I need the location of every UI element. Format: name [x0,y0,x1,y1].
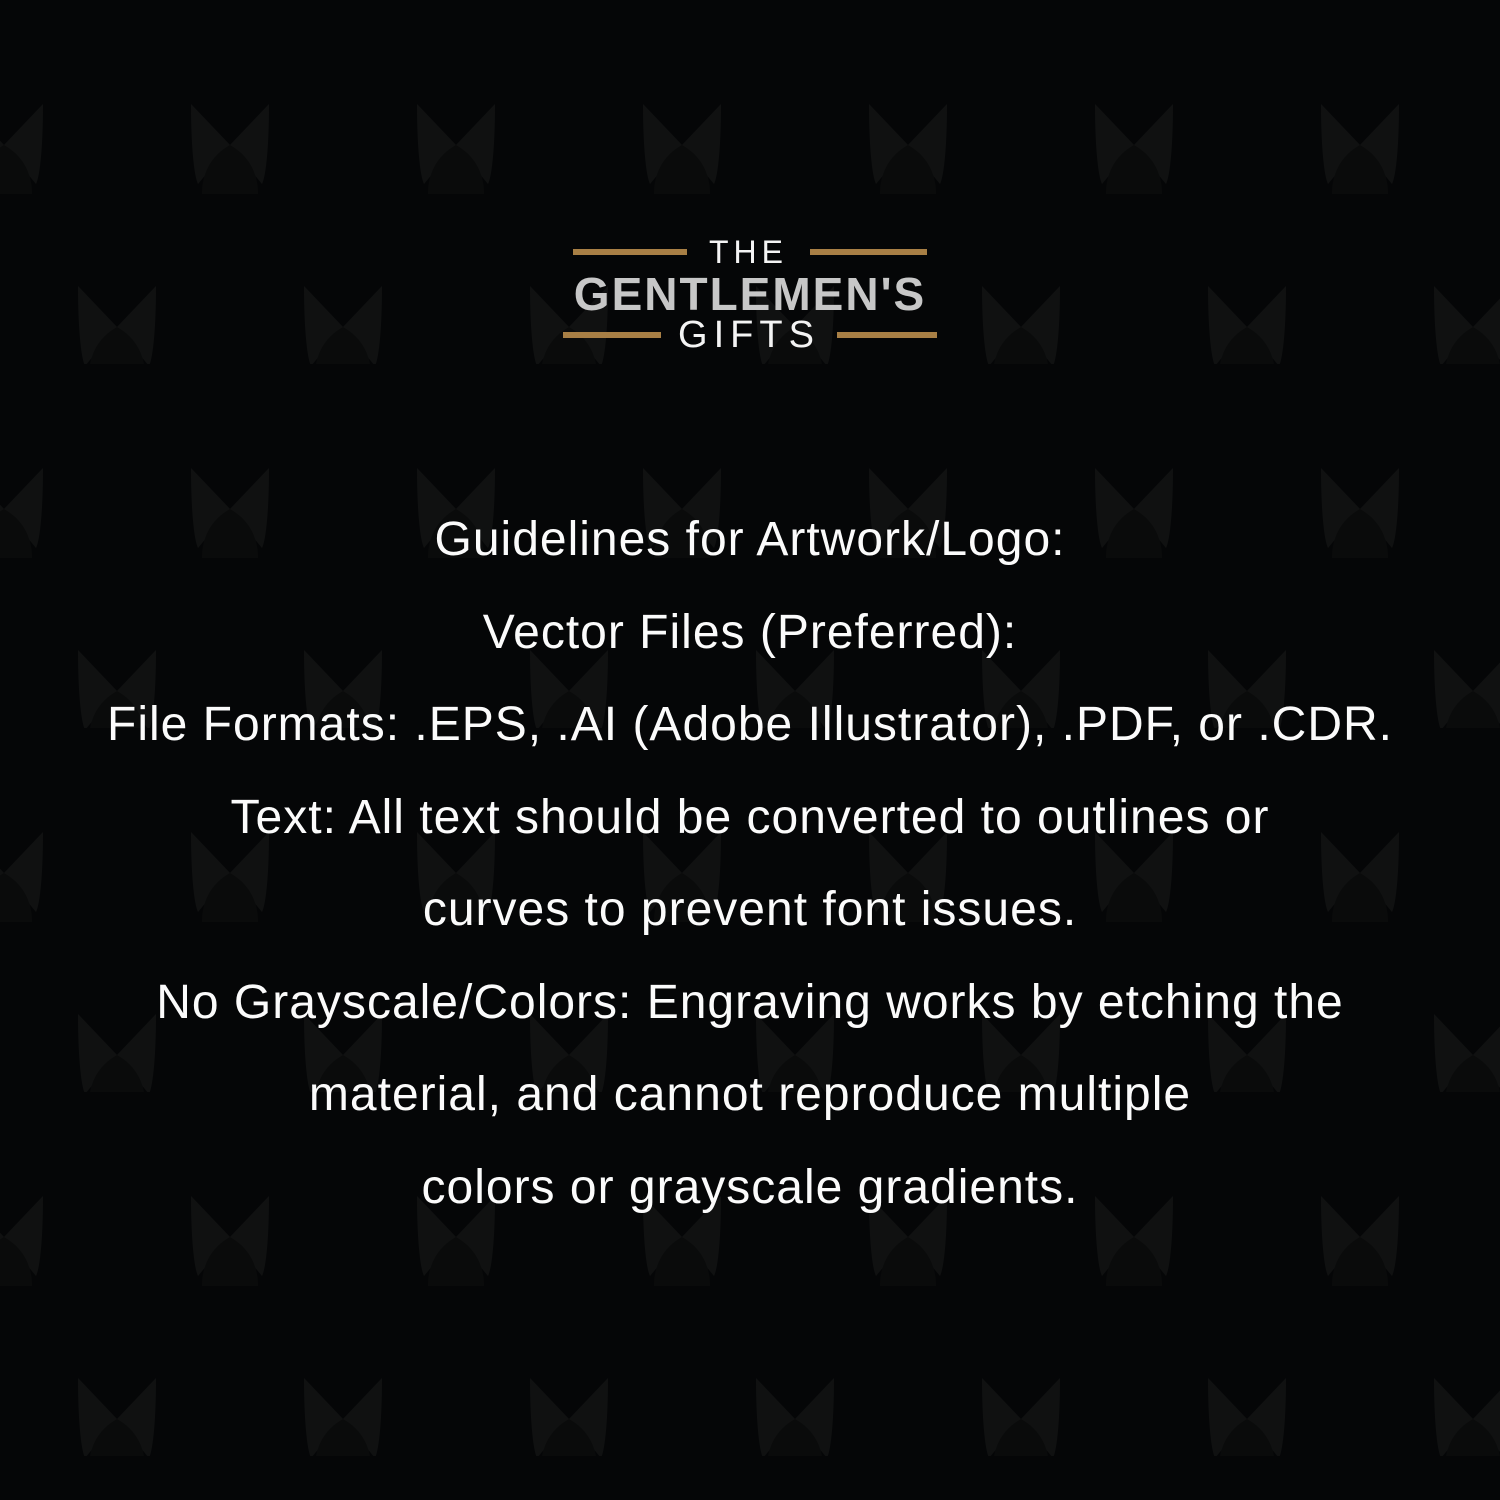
logo-word-gifts: GIFTS [678,313,820,356]
gold-rule-bottom-right [837,332,937,338]
guidelines-line-6: No Grayscale/Colors: Engraving works by etching the [156,975,1344,1029]
guidelines-text-block [0,494,1500,1234]
guidelines-line-2: Vector Files (Preferred): [482,605,1018,659]
logo-row-the [573,233,927,270]
guidelines-line-5: curves to prevent font issues. [422,883,1078,936]
brand-logo [0,233,1500,356]
logo-row-name [573,267,927,320]
logo-word-gentlemens: GENTLEMEN'S [573,267,927,320]
logo-word-the: THE [709,233,788,270]
guidelines-line-1: Guidelines for Artwork/Logo: [434,513,1066,566]
gold-rule-bottom-left [563,332,661,338]
gold-rule-top-left [573,249,687,255]
gold-rule-top-right [810,249,927,255]
guidelines-line-7: material, and cannot reproduce multiple [308,1068,1192,1121]
guidelines-line-8: colors or grayscale gradients. [421,1160,1079,1214]
logo-row-gifts [563,314,937,356]
guidelines-line-4: Text: All text should be converted to outlines or [230,790,1270,844]
guidelines-line-3: File Formats: .EPS, .AI (Adobe Illustrator), .PDF, or .CDR. [107,698,1393,751]
